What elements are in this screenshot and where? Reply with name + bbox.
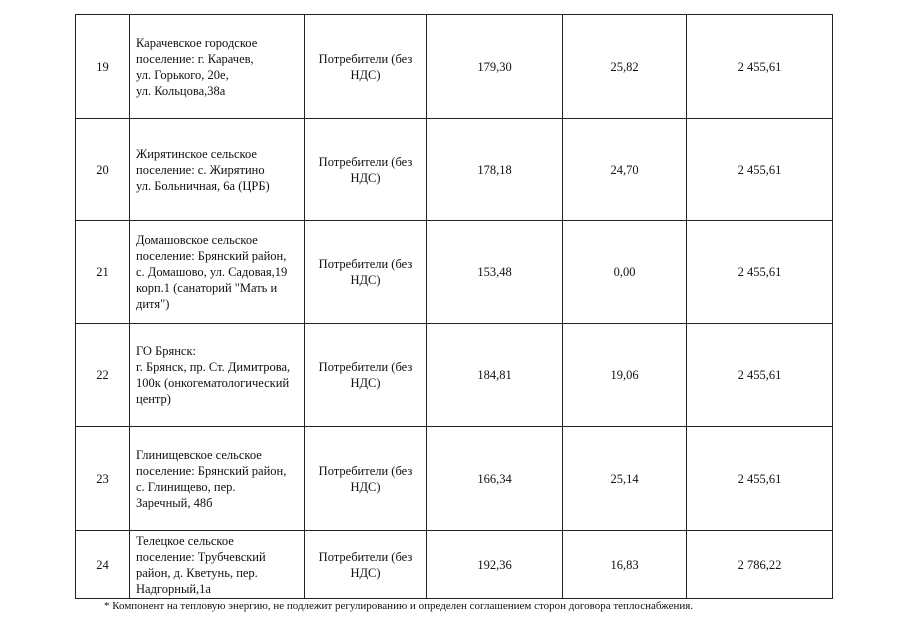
table-row bbox=[76, 427, 833, 531]
value-1: 184,81 bbox=[427, 324, 563, 427]
row-number: 19 bbox=[76, 15, 130, 119]
consumer-group: Потребители (без НДС) bbox=[305, 119, 427, 221]
table-row bbox=[76, 221, 833, 324]
consumer-group: Потребители (без НДС) bbox=[305, 324, 427, 427]
value-1: 192,36 bbox=[427, 531, 563, 599]
settlement-address: Домашовское сельское поселение: Брянский район, с. Домашово, ул. Садовая,19 корп.1 (санаторий "Мать и дитя") bbox=[130, 221, 305, 324]
consumer-group: Потребители (без НДС) bbox=[305, 15, 427, 119]
table-row bbox=[76, 324, 833, 427]
consumer-group: Потребители (без НДС) bbox=[305, 531, 427, 599]
value-1: 153,48 bbox=[427, 221, 563, 324]
tariff-table-container bbox=[75, 14, 832, 599]
value-3: 2 455,61 bbox=[687, 324, 833, 427]
row-number: 21 bbox=[76, 221, 130, 324]
value-1: 179,30 bbox=[427, 15, 563, 119]
value-2: 24,70 bbox=[563, 119, 687, 221]
consumer-group: Потребители (без НДС) bbox=[305, 221, 427, 324]
row-number: 20 bbox=[76, 119, 130, 221]
value-2: 19,06 bbox=[563, 324, 687, 427]
settlement-address: ГО Брянск: г. Брянск, пр. Ст. Димитрова, 100к (онкогематологический центр) bbox=[130, 324, 305, 427]
value-3: 2 455,61 bbox=[687, 221, 833, 324]
tariff-table-body bbox=[76, 15, 833, 599]
value-3: 2 455,61 bbox=[687, 427, 833, 531]
row-number: 22 bbox=[76, 324, 130, 427]
value-1: 178,18 bbox=[427, 119, 563, 221]
value-2: 0,00 bbox=[563, 221, 687, 324]
row-number: 23 bbox=[76, 427, 130, 531]
table-row bbox=[76, 15, 833, 119]
tariff-table bbox=[75, 14, 833, 599]
settlement-address: Карачевское городское поселение: г. Карачев, ул. Горького, 20е, ул. Кольцова,38а bbox=[130, 15, 305, 119]
consumer-group: Потребители (без НДС) bbox=[305, 427, 427, 531]
table-row bbox=[76, 119, 833, 221]
footnote: * Компонент на тепловую энергию, не подлежит регулированию и определен соглашением сторон договора теплоснабжения. bbox=[104, 600, 694, 612]
settlement-address: Жирятинское сельское поселение: с. Жирятино ул. Больничная, 6а (ЦРБ) bbox=[130, 119, 305, 221]
settlement-address: Глинищевское сельское поселение: Брянский район, с. Глинищево, пер. Заречный, 48б bbox=[130, 427, 305, 531]
value-1: 166,34 bbox=[427, 427, 563, 531]
value-3: 2 786,22 bbox=[687, 531, 833, 599]
value-2: 25,14 bbox=[563, 427, 687, 531]
value-3: 2 455,61 bbox=[687, 15, 833, 119]
settlement-address: Телецкое сельское поселение: Трубчевский район, д. Кветунь, пер. Надгорный,1а bbox=[130, 531, 305, 599]
table-row bbox=[76, 531, 833, 599]
row-number: 24 bbox=[76, 531, 130, 599]
value-2: 25,82 bbox=[563, 15, 687, 119]
value-3: 2 455,61 bbox=[687, 119, 833, 221]
value-2: 16,83 bbox=[563, 531, 687, 599]
